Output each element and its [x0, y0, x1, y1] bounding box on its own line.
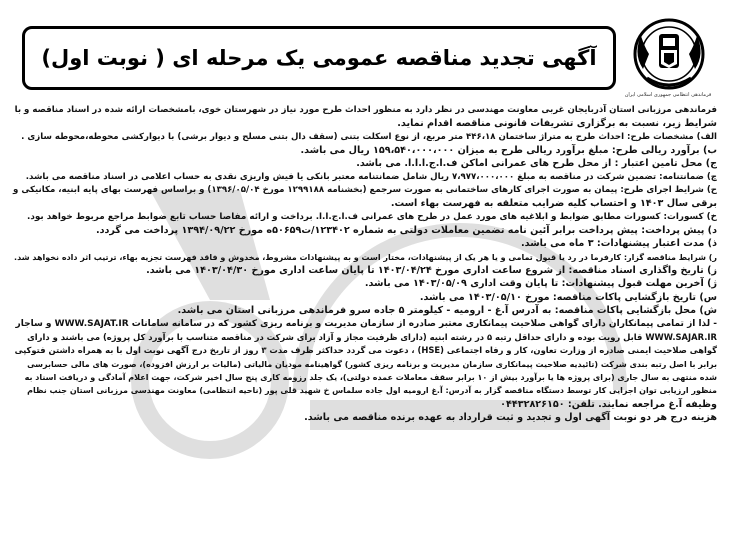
notice-line: ش) محل بازگشایی پاکات مناقصه: به آدرس آ.غ - ارومیه - کیلومتر ۵ جاده سرو فرماندهی مرزبانی استان می باشد. [177, 305, 717, 317]
notice-line: د) پیش پرداخت: پیش پرداخت برابر آئین نامه تضمین معاملات دولتی به شماره ۱۲۳۴۰۲/ت۵۰۶۵۹ه مورخ ۱۳۹۴/۰۹/۲۲ پرداخت می گردد. [95, 225, 717, 237]
notice-line: شده منتهی به سال جاری (برای پروژه ها یا برآورد بیش از ۱۰ برابر سقف معاملات عمده دولتی)، یک جلد رزومه کاری پنج سال اخیر شرکت، جهت اعلام آمادگی و دریافت اسناد به [24, 372, 717, 382]
notice-body [12, 104, 717, 544]
notice-line: گواهی صلاحیت ایمنی صادره از وزارت تعاون، کار و رفاه اجتماعی (HSE) ، دعوت می گردد حداکثر ظرف مدت ۳ روز از تاریخ درج آگهی نوبت اول با به همراه داشتن فتوکپی [14, 345, 717, 356]
notice-line: ج) محل تامین اعتبار : از محل طرح های عمرانی اماکن ف.ا.ج.ا.ا.ا. می باشد. [356, 158, 717, 170]
notice-line: WWW.SAJAR.IR قابل رویت بوده و دارای حداقل رتبه ۵ در رشته ابنیه (دارای ظرفیت مجاز و آزاد برای شرکت در مناقصه متناسب با برآورد کل پروژه) می باشند و دارای [27, 331, 717, 342]
notice-line: منظور ارزیابی توان اجرایی کار توسط دستگاه مناقصه گزار به آدرس: آ.غ ارومیه اول جاده سلماس خ شهید قلی پور (ناحیه انتظامی) معاونت مهندسی مرزبانی استان جنب نظام [27, 386, 717, 396]
notice-line: چ) ضمانتنامه: تضمین شرکت در مناقصه به مبلغ ۷،۹۷۷،۰۰۰،۰۰۰ ریال شامل ضمانتنامه معتبر بانکی یا فیش واریزی نقدی به حساب اعلامی در اسناد مناقصه می باشد. [25, 171, 717, 182]
notice-line: - لذا از تمامی پیمانکاران دارای گواهی صلاحیت پیمانکاری معتبر صادره از سازمان مدیریت و برنامه ریزی کشور که در سامانه سامانات WWW.SAJAT.IR و ساجار [15, 318, 717, 329]
header [8, 8, 721, 100]
title-frame [22, 26, 616, 90]
notice-line: الف) مشخصات طرح: احداث طرح به متراژ ساختمان ۴۴۶،۱۸ متر مربع، از نوع اسکلت بتنی (سقف دال بتنی مسلح و دیوار برشی) با دیوارکشی محوطه،محوطه سازی . [21, 131, 717, 142]
emblem-caption: فرماندهی انتظامی جمهوری اسلامی ایران [624, 92, 712, 98]
police-emblem-icon [623, 14, 715, 100]
notice-line: س) تاریخ بازگشایی پاکات مناقصه: مورخ ۱۴۰۳/۰۵/۱۰ می باشد. [419, 291, 717, 303]
notice-line: ذ) مدت اعتبار پیشنهادات: ۳ ماه می باشد. [521, 238, 717, 250]
page-title: آگهی تجدید مناقصه عمومی یک مرحله ای ( نوبت اول) [41, 46, 597, 70]
notice-line: خ) کسورات: کسورات مطابق ضوابط و ابلاغیه های مورد عمل در طرح های عمرانی ف.ا.ج.ا.ا. برداخت و ارائه مفاصا حساب تابع ضوابط مراجع مربوط خواهد بود. [26, 211, 717, 222]
notice-line: ر) شرایط مناقصه گزار: کارفرما در رد یا قبول تمامی و یا هر یک از پیشنهادات، مختار است و به پیشنهادات مشروط، مخدوش و فاقد فهرست تجزیه بهاء، ترتیب اثر داده نخواهد شد. [14, 252, 717, 262]
notice-line: شرایط زیر، نسبت به برگزاری تشریفات قانونی مناقصه اقدام نماید. [397, 118, 717, 130]
notice-line: ژ) آخرین مهلت قبول پیشنهادات: تا پایان وقت اداری ۱۴۰۳/۰۵/۰۹ می باشد. [364, 278, 717, 290]
notice-line: برابر با اصل رتبه بندی شرکت (تائیدیه صلاحیت پیمانکاری سازمان مدیریت و برنامه ریزی کشور) گواهینامه مودیان مالیاتی (مالیات بر ارزش افزوده)، صورت های مالی حسابرسی [27, 359, 717, 369]
notice-line: ح) شرایط اجرای طرح: پیمان به صورت اجرای کارهای ساختمانی به صورت سرجمع (بخشنامه ۱۲۹۹۱۸۸ مورخ ۱۳۹۶/۰۵/۰۴) و براساس فهرست بهای پایه ابنیه، مکانیکی و [13, 185, 717, 196]
notice-line: فرماندهی مرزبانی استان آذربایجان غربی معاونت مهندسی در نظر دارد به منظور احداث طرح مورد نیاز در شهرستان خوی، بامشخصات ارائه شده در اسناد مناقصه و با [14, 105, 717, 115]
notice-line: وظیفه آ.غ مراجعه نمایند. تلفن: ۰۴۴۳۲۸۲۶۱۵۰ [500, 398, 717, 410]
notice-line: ز) تاریخ واگذاری اسناد مناقصه: از شروع ساعت اداری مورخ ۱۴۰۳/۰۴/۲۴ تا پایان ساعت اداری مورخ ۱۴۰۳/۰۴/۳۰ می باشد. [146, 265, 717, 277]
notice-line: ب) برآورد ریالی طرح: مبلغ برآورد ریالی طرح به میزان ۱۵۹،۵۴۰،۰۰۰،۰۰۰ ریال می باشد. [300, 145, 717, 157]
notice-line: هزینه درج هر دو نوبت آگهی اول و تجدید و ثبت قرارداد به عهده برنده مناقصه می باشد. [304, 411, 717, 423]
notice-line: برقی سال ۱۴۰۳ و احتساب کلیه ضرایب متعلقه به فهرست بهاء است. [390, 198, 717, 210]
